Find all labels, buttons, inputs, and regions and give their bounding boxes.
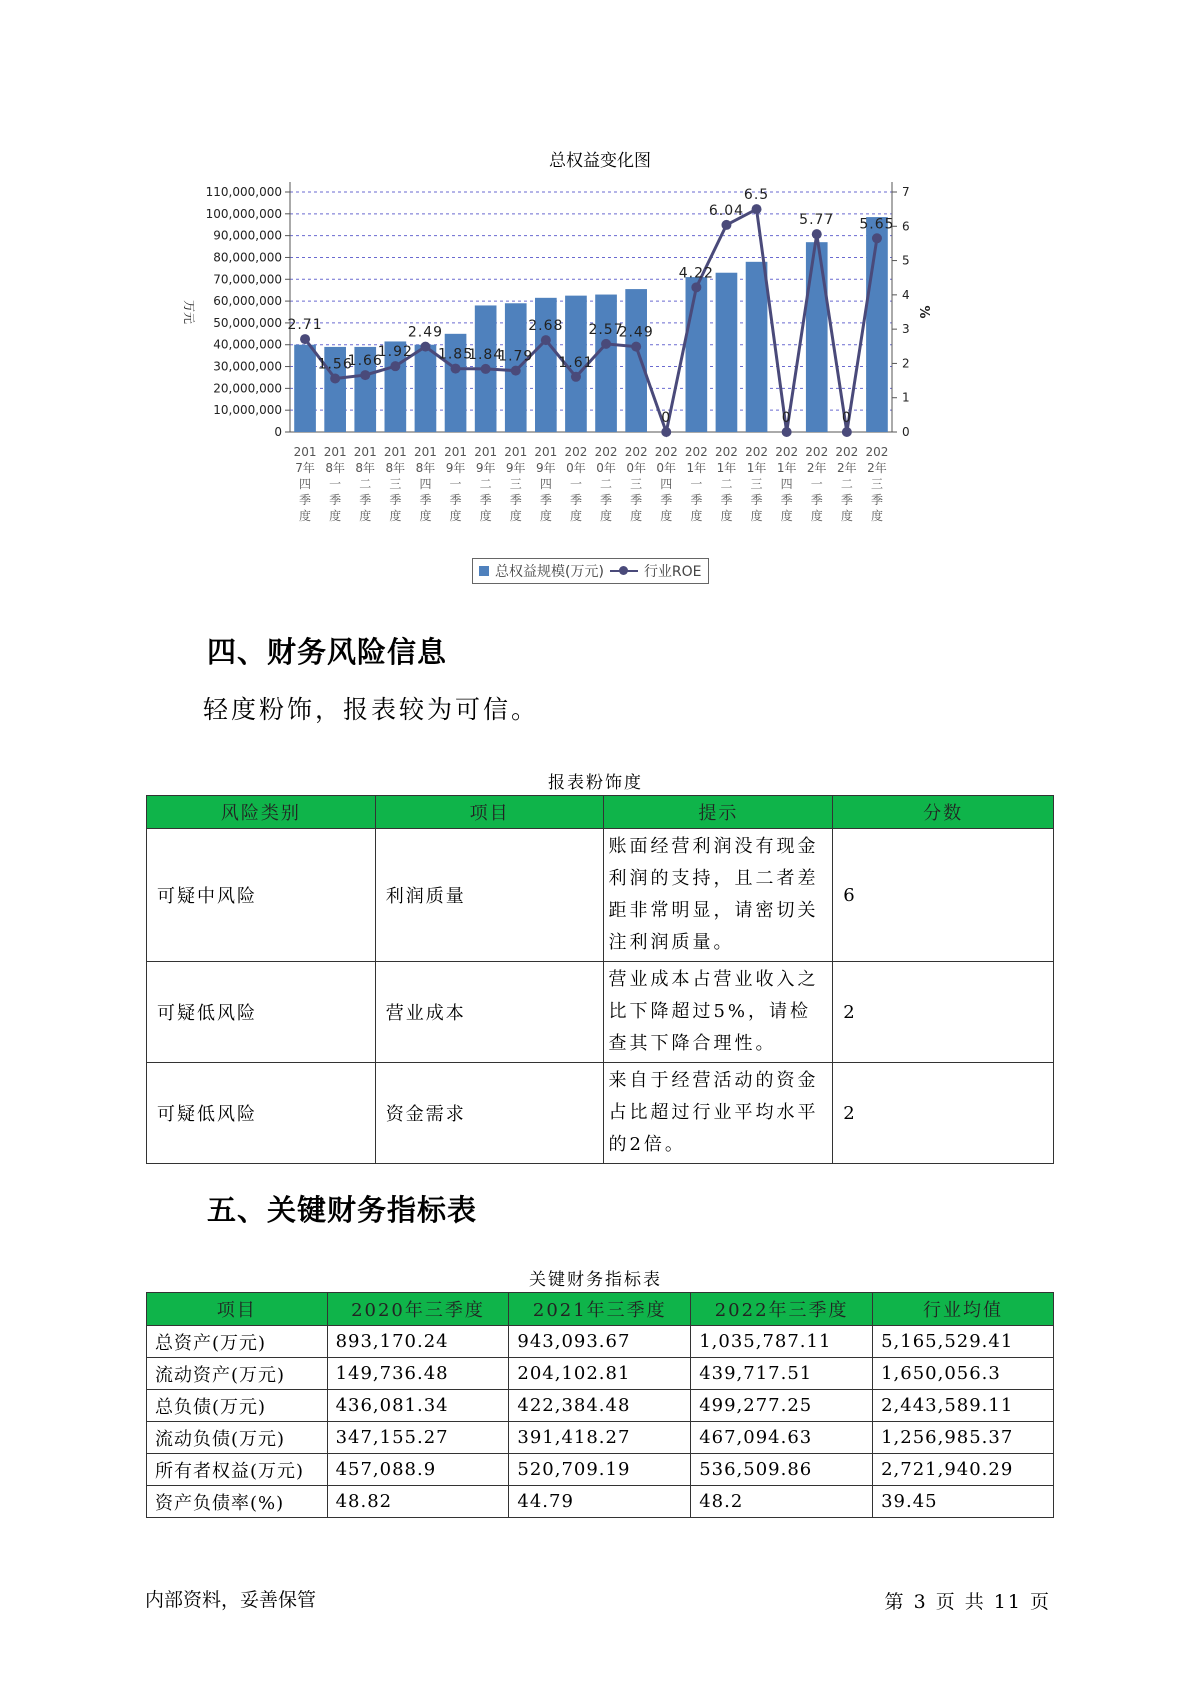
y2-tick-label: 5 — [902, 253, 910, 268]
roe-data-label: 2.57 — [588, 321, 624, 338]
x-tick-label: 二 — [600, 477, 613, 491]
y-tick-label: 80,000,000 — [213, 250, 282, 265]
x-tick-label: 三 — [750, 477, 763, 491]
x-tick-label: 201 — [474, 445, 498, 459]
risk-table — [146, 795, 1054, 1164]
risk-item: 利润质量 — [375, 829, 604, 962]
x-tick-label: 201 — [444, 445, 468, 459]
y-tick-label: 10,000,000 — [213, 403, 282, 418]
x-tick-label: 8年 — [325, 461, 345, 475]
risk-category: 可疑低风险 — [147, 1063, 376, 1164]
kfi-cell: 2,443,589.11 — [873, 1390, 1054, 1422]
legend-bar-swatch — [479, 566, 489, 576]
page-number: 第 3 页 共 11 页 — [884, 1591, 1051, 1613]
x-tick-label: 度 — [870, 509, 883, 523]
y-axis-label: 万元 — [182, 299, 196, 325]
x-tick-label: 四 — [780, 477, 793, 491]
kfi-cell: 44.79 — [509, 1486, 691, 1518]
x-tick-label: 1年 — [716, 461, 737, 475]
bar — [415, 345, 437, 432]
x-tick-label: 9年 — [445, 461, 466, 475]
y-tick-label: 20,000,000 — [213, 381, 282, 396]
header-cell: 项目 — [147, 1293, 328, 1326]
risk-item: 营业成本 — [375, 962, 604, 1063]
kfi-table-caption: 关键财务指标表 — [529, 1270, 662, 1290]
y-tick-label: 50,000,000 — [213, 315, 282, 330]
x-tick-label: 一 — [569, 477, 582, 491]
legend-bar-label: 总权益规模(万元) — [495, 564, 604, 580]
x-tick-label: 0年 — [656, 461, 677, 475]
kfi-label: 总负债(万元) — [147, 1390, 328, 1422]
x-tick-label: 201 — [293, 445, 317, 459]
bar — [866, 217, 888, 432]
x-tick-label: 202 — [714, 445, 738, 459]
header-cell: 2021年三季度 — [509, 1293, 691, 1326]
x-tick-label: 202 — [775, 445, 799, 459]
x-tick-label: 季 — [509, 493, 522, 507]
roe-point — [420, 342, 430, 352]
kfi-cell: 436,081.34 — [327, 1390, 509, 1422]
y2-tick-label: 4 — [902, 287, 910, 302]
table-row — [147, 962, 1054, 1063]
y2-axis-label: % — [916, 305, 931, 319]
roe-point — [812, 229, 822, 239]
risk-hint: 营业成本占营业收入之比下降超过5%，请检查其下降合理性。 — [604, 962, 833, 1063]
kfi-cell: 2,721,940.29 — [873, 1454, 1054, 1486]
roe-data-label: 2.71 — [287, 317, 323, 334]
x-tick-label: 7年 — [295, 461, 315, 475]
x-tick-label: 201 — [323, 445, 347, 459]
x-tick-label: 季 — [870, 493, 883, 507]
x-tick-label: 季 — [780, 493, 793, 507]
x-tick-label: 2年 — [806, 461, 827, 475]
roe-data-label: 1.61 — [558, 354, 594, 371]
y-tick-label: 40,000,000 — [213, 337, 282, 352]
header-cell: 2022年三季度 — [691, 1293, 873, 1326]
bar — [716, 273, 738, 432]
x-tick-label: 季 — [479, 493, 492, 507]
roe-point — [330, 374, 340, 384]
x-tick-label: 0年 — [626, 461, 646, 475]
kfi-label: 流动资产(万元) — [147, 1358, 328, 1390]
x-tick-label: 季 — [840, 493, 853, 507]
roe-point — [631, 342, 641, 352]
roe-point — [601, 339, 611, 349]
x-tick-label: 202 — [835, 445, 859, 459]
section5-heading: 五、关键财务指标表 — [207, 1193, 478, 1227]
kfi-cell: 39.45 — [873, 1486, 1054, 1518]
kfi-cell: 149,736.48 — [327, 1358, 509, 1390]
x-tick-label: 季 — [750, 493, 763, 507]
y2-tick-label: 6 — [902, 219, 910, 234]
header-cell: 项目 — [375, 796, 604, 829]
table-row — [147, 1326, 1054, 1358]
x-tick-label: 202 — [865, 445, 889, 459]
risk-hint: 来自于经营活动的资金占比超过行业平均水平的2倍。 — [604, 1063, 833, 1164]
risk-hint: 账面经营利润没有现金利润的支持，且二者差距非常明显，请密切关注利润质量。 — [604, 829, 833, 962]
x-tick-label: 202 — [624, 445, 648, 459]
table-row — [147, 1063, 1054, 1164]
x-tick-label: 季 — [660, 493, 673, 507]
roe-data-label: 6.04 — [708, 202, 745, 219]
y2-tick-label: 3 — [902, 322, 910, 337]
kfi-table — [146, 1292, 1054, 1518]
x-tick-label: 8年 — [385, 461, 406, 475]
roe-data-label: 5.77 — [799, 212, 835, 229]
x-tick-label: 季 — [299, 493, 312, 507]
kfi-cell: 391,418.27 — [509, 1422, 691, 1454]
y-tick-label: 100,000,000 — [205, 206, 282, 221]
roe-point — [511, 366, 521, 376]
x-tick-label: 二 — [359, 477, 372, 491]
kfi-cell: 204,102.81 — [509, 1358, 691, 1390]
chart-title: 总权益变化图 — [549, 151, 651, 171]
x-tick-label: 0年 — [596, 461, 616, 475]
roe-data-label: 1.92 — [377, 344, 413, 361]
x-tick-label: 201 — [534, 445, 558, 459]
roe-point — [721, 220, 731, 230]
roe-point — [752, 204, 762, 214]
kfi-label: 总资产(万元) — [147, 1326, 328, 1358]
x-tick-label: 度 — [479, 509, 492, 523]
footer-note: 内部资料，妥善保管 — [145, 1589, 317, 1611]
kfi-cell: 943,093.67 — [509, 1326, 691, 1358]
x-tick-label: 202 — [654, 445, 678, 459]
table-row — [147, 829, 1054, 962]
x-tick-label: 二 — [479, 477, 492, 491]
kfi-cell: 1,256,985.37 — [873, 1422, 1054, 1454]
roe-data-label: 1.84 — [468, 346, 504, 363]
x-tick-label: 四 — [299, 477, 312, 491]
x-tick-label: 三 — [509, 477, 522, 491]
x-tick-label: 度 — [780, 509, 793, 523]
x-tick-label: 1年 — [746, 461, 767, 475]
x-tick-label: 202 — [594, 445, 618, 459]
x-tick-label: 一 — [449, 477, 462, 491]
y2-tick-label: 7 — [902, 185, 910, 199]
x-tick-label: 2年 — [837, 461, 857, 475]
x-tick-label: 度 — [720, 509, 733, 523]
roe-data-label: 0 — [781, 410, 792, 426]
x-tick-label: 一 — [329, 477, 342, 491]
x-tick-label: 二 — [840, 477, 853, 491]
x-tick-label: 202 — [684, 445, 708, 459]
table-row — [147, 1358, 1054, 1390]
chart-svg — [170, 140, 1030, 555]
x-tick-label: 季 — [569, 493, 582, 507]
y-tick-label: 90,000,000 — [213, 228, 282, 243]
roe-data-label: 1.79 — [498, 348, 534, 365]
x-tick-label: 202 — [805, 445, 829, 459]
roe-data-label: 1.56 — [317, 356, 353, 373]
risk-table-caption: 报表粉饰度 — [548, 773, 643, 793]
kfi-cell: 467,094.63 — [691, 1422, 873, 1454]
bar — [595, 295, 617, 432]
y-tick-label: 0 — [274, 425, 282, 439]
kfi-cell: 520,709.19 — [509, 1454, 691, 1486]
y-tick-label: 60,000,000 — [213, 294, 282, 309]
x-tick-label: 季 — [690, 493, 703, 507]
roe-point — [691, 282, 701, 292]
x-tick-label: 季 — [630, 493, 643, 507]
x-tick-label: 季 — [329, 493, 342, 507]
x-tick-label: 度 — [539, 509, 552, 523]
y2-tick-label: 1 — [902, 390, 910, 405]
risk-score: 2 — [833, 962, 1054, 1063]
x-tick-label: 季 — [359, 493, 372, 507]
roe-data-label: 5.65 — [859, 216, 895, 233]
x-tick-label: 度 — [810, 509, 823, 523]
roe-data-label: 0 — [661, 410, 672, 426]
risk-category: 可疑低风险 — [147, 962, 376, 1063]
roe-point — [571, 372, 581, 382]
table-row — [147, 1454, 1054, 1486]
x-tick-label: 度 — [569, 509, 582, 523]
x-tick-label: 度 — [690, 509, 703, 523]
risk-score: 2 — [833, 1063, 1054, 1164]
roe-point — [541, 335, 551, 345]
kfi-label: 流动负债(万元) — [147, 1422, 328, 1454]
table-row — [147, 1390, 1054, 1422]
table-row — [147, 1422, 1054, 1454]
x-tick-label: 度 — [840, 509, 853, 523]
x-tick-label: 202 — [745, 445, 769, 459]
x-tick-label: 202 — [564, 445, 588, 459]
kfi-cell: 499,277.25 — [691, 1390, 873, 1422]
roe-data-label: 2.68 — [528, 318, 564, 335]
roe-point — [842, 427, 852, 437]
x-tick-label: 0年 — [566, 461, 586, 475]
x-tick-label: 8年 — [355, 461, 376, 475]
y-tick-label: 30,000,000 — [213, 359, 282, 374]
x-tick-label: 季 — [600, 493, 613, 507]
header-cell: 行业均值 — [873, 1293, 1054, 1326]
x-tick-label: 季 — [810, 493, 823, 507]
roe-data-label: 1.66 — [347, 353, 383, 370]
kfi-label: 资产负债率(%) — [147, 1486, 328, 1518]
equity-chart — [170, 140, 1030, 590]
x-tick-label: 季 — [539, 493, 552, 507]
x-tick-label: 四 — [419, 477, 432, 491]
x-tick-label: 201 — [383, 445, 407, 459]
x-tick-label: 二 — [720, 477, 733, 491]
x-tick-label: 201 — [353, 445, 377, 459]
x-tick-label: 三 — [389, 477, 402, 491]
roe-data-label: 0 — [841, 410, 852, 426]
section4-paragraph: 轻度粉饰，报表较为可信。 — [203, 695, 540, 724]
kfi-label: 所有者权益(万元) — [147, 1454, 328, 1486]
x-tick-label: 1年 — [776, 461, 797, 475]
x-tick-label: 9年 — [475, 461, 496, 475]
kfi-cell: 1,035,787.11 — [691, 1326, 873, 1358]
kfi-cell: 5,165,529.41 — [873, 1326, 1054, 1358]
roe-point — [390, 361, 400, 371]
x-tick-label: 度 — [750, 509, 763, 523]
x-tick-label: 2年 — [867, 461, 887, 475]
kfi-cell: 457,088.9 — [327, 1454, 509, 1486]
table-row — [147, 1486, 1054, 1518]
x-tick-label: 201 — [504, 445, 528, 459]
x-tick-label: 四 — [660, 477, 673, 491]
kfi-cell: 893,170.24 — [327, 1326, 509, 1358]
y2-tick-label: 2 — [902, 356, 910, 371]
kfi-cell: 1,650,056.3 — [873, 1358, 1054, 1390]
x-tick-label: 四 — [539, 477, 552, 491]
bar — [294, 345, 316, 432]
x-tick-label: 度 — [419, 509, 432, 523]
roe-point — [360, 370, 370, 380]
risk-score: 6 — [833, 829, 1054, 962]
x-tick-label: 一 — [690, 477, 703, 491]
legend-line-swatch — [610, 566, 638, 576]
x-tick-label: 度 — [630, 509, 643, 523]
roe-point — [872, 233, 882, 243]
x-tick-label: 度 — [299, 509, 312, 523]
roe-data-label: 6.5 — [743, 187, 770, 204]
x-tick-label: 季 — [389, 493, 402, 507]
header-cell: 风险类别 — [147, 796, 376, 829]
kfi-table-header — [147, 1293, 1054, 1326]
bar — [806, 242, 828, 432]
roe-point — [451, 364, 461, 374]
x-tick-label: 9年 — [505, 461, 526, 475]
x-tick-label: 度 — [359, 509, 372, 523]
kfi-cell: 48.82 — [327, 1486, 509, 1518]
bar — [625, 289, 647, 432]
x-tick-label: 三 — [630, 477, 643, 491]
x-tick-label: 度 — [660, 509, 673, 523]
roe-data-label: 2.49 — [618, 324, 654, 341]
x-tick-label: 三 — [870, 477, 883, 491]
chart-legend — [472, 558, 709, 584]
kfi-cell: 48.2 — [691, 1486, 873, 1518]
roe-data-label: 1.85 — [437, 346, 474, 363]
roe-data-label: 2.49 — [407, 324, 444, 341]
x-tick-label: 一 — [810, 477, 823, 491]
roe-point — [481, 364, 491, 374]
x-tick-label: 8年 — [415, 461, 436, 475]
section4-heading: 四、财务风险信息 — [207, 635, 448, 669]
roe-point — [300, 334, 310, 344]
x-tick-label: 度 — [329, 509, 342, 523]
risk-table-header — [147, 796, 1054, 829]
y-tick-label: 110,000,000 — [205, 185, 282, 199]
roe-point — [782, 427, 792, 437]
x-tick-label: 度 — [449, 509, 462, 523]
bar — [746, 262, 768, 432]
x-tick-label: 季 — [720, 493, 733, 507]
x-tick-label: 度 — [509, 509, 522, 523]
x-tick-label: 季 — [419, 493, 432, 507]
y2-tick-label: 0 — [902, 425, 910, 439]
kfi-cell: 439,717.51 — [691, 1358, 873, 1390]
roe-point — [661, 427, 671, 437]
bar — [686, 277, 708, 432]
kfi-cell: 347,155.27 — [327, 1422, 509, 1454]
x-tick-label: 度 — [389, 509, 402, 523]
risk-category: 可疑中风险 — [147, 829, 376, 962]
legend-line-label: 行业ROE — [643, 564, 702, 580]
x-tick-label: 1年 — [686, 461, 707, 475]
header-cell: 提示 — [604, 796, 833, 829]
kfi-cell: 422,384.48 — [509, 1390, 691, 1422]
roe-data-label: 4.22 — [678, 265, 714, 282]
kfi-cell: 536,509.86 — [691, 1454, 873, 1486]
header-cell: 2020年三季度 — [327, 1293, 509, 1326]
risk-item: 资金需求 — [375, 1063, 604, 1164]
header-cell: 分数 — [833, 796, 1054, 829]
x-tick-label: 9年 — [536, 461, 556, 475]
x-tick-label: 季 — [449, 493, 462, 507]
x-tick-label: 度 — [600, 509, 613, 523]
y-tick-label: 70,000,000 — [213, 272, 282, 287]
x-tick-label: 201 — [413, 445, 437, 459]
